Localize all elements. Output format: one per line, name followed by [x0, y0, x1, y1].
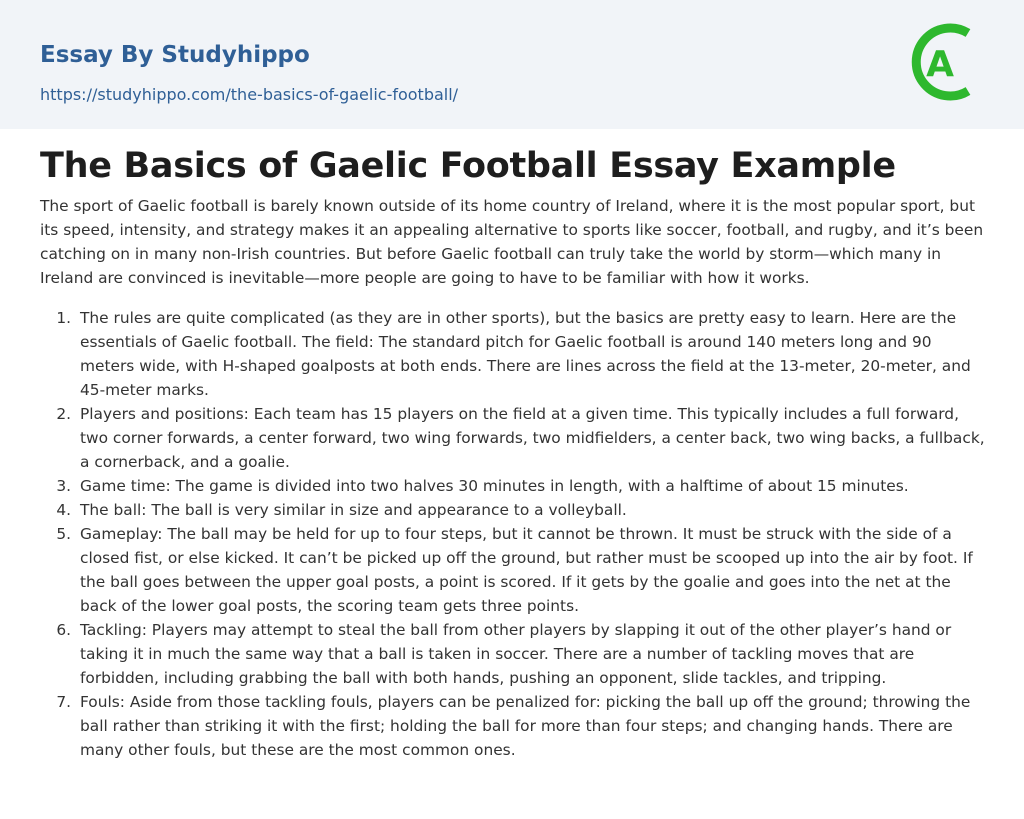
page-title: The Basics of Gaelic Football Essay Example	[40, 146, 896, 186]
list-item	[40, 522, 990, 618]
list-item-number: 2.	[56, 405, 71, 423]
studyhippo-logo-icon[interactable]	[911, 19, 987, 105]
list-item-text: Players and positions: Each team has 15 players on the field at a given time. This typically includes a full forward, two corner forwards, a center forward, two wing forwards, two midfielders, a center back, two wing backs, a fullback, a cornerback, and a goalie.	[80, 405, 985, 471]
list-item-number: 1.	[56, 309, 71, 327]
list-item-number: 4.	[56, 501, 71, 519]
list-item	[40, 306, 990, 402]
list-item-number: 5.	[56, 525, 71, 543]
list-item	[40, 690, 990, 762]
site-name[interactable]: Essay By Studyhippo	[40, 42, 310, 68]
list-item	[40, 474, 990, 498]
list-item-text: The ball: The ball is very similar in size and appearance to a volleyball.	[80, 501, 627, 519]
list-item	[40, 618, 990, 690]
essay-list	[40, 306, 990, 762]
list-item-number: 7.	[56, 693, 71, 711]
list-item-text: Tackling: Players may attempt to steal the ball from other players by slapping it out of the other player’s hand or taking it in much the same way that a ball is taken in soccer. There are a number of tackling moves that are forbidden, including grabbing the ball with both hands, pushing an opponent, slide tackles, and tripping.	[80, 621, 952, 687]
list-item	[40, 402, 990, 474]
essay-intro: The sport of Gaelic football is barely known outside of its home country of Ireland, where it is the most popular sport, but its speed, intensity, and strategy makes it an appealing alternative to sports like soccer, football, and rugby, and it’s been catching on in many non-Irish countries. But before Gaelic football can truly take the world by storm—which many in Ireland are convinced is inevitable—more people are going to have to be familiar with how it works.	[40, 197, 984, 287]
logo-letter: A	[926, 44, 954, 85]
list-item-text: Fouls: Aside from those tackling fouls, players can be penalized for: picking the ball up off the ground; throwing the ball rather than striking it with the first; holding the ball for more than four steps; and changing hands. There are many other fouls, but these are the most common ones.	[80, 693, 971, 759]
list-item-number: 3.	[56, 477, 71, 495]
list-item-text: The rules are quite complicated (as they are in other sports), but the basics are pretty easy to learn. Here are the essentials of Gaelic football. The field: The standard pitch for Gaelic football is around 140 meters long and 90 meters wide, with H-shaped goalposts at both ends. There are lines across the field at the 13-meter, 20-meter, and 45-meter marks.	[80, 309, 971, 399]
list-item-text: Gameplay: The ball may be held for up to four steps, but it cannot be thrown. It must be struck with the side of a closed fist, or else kicked. It can’t be picked up off the ground, but rather must be scooped up into the air by foot. If the ball goes between the upper goal posts, a point is scored. If it gets by the goalie and goes into the net at the back of the lower goal posts, the scoring team gets three points.	[80, 525, 973, 615]
list-item-text: Game time: The game is divided into two halves 30 minutes in length, with a halftime of about 15 minutes.	[80, 477, 909, 495]
site-header	[0, 0, 1024, 129]
list-item-number: 6.	[56, 621, 71, 639]
essay-url-link[interactable]: https://studyhippo.com/the-basics-of-gaelic-football/	[40, 85, 459, 104]
list-item	[40, 498, 990, 522]
